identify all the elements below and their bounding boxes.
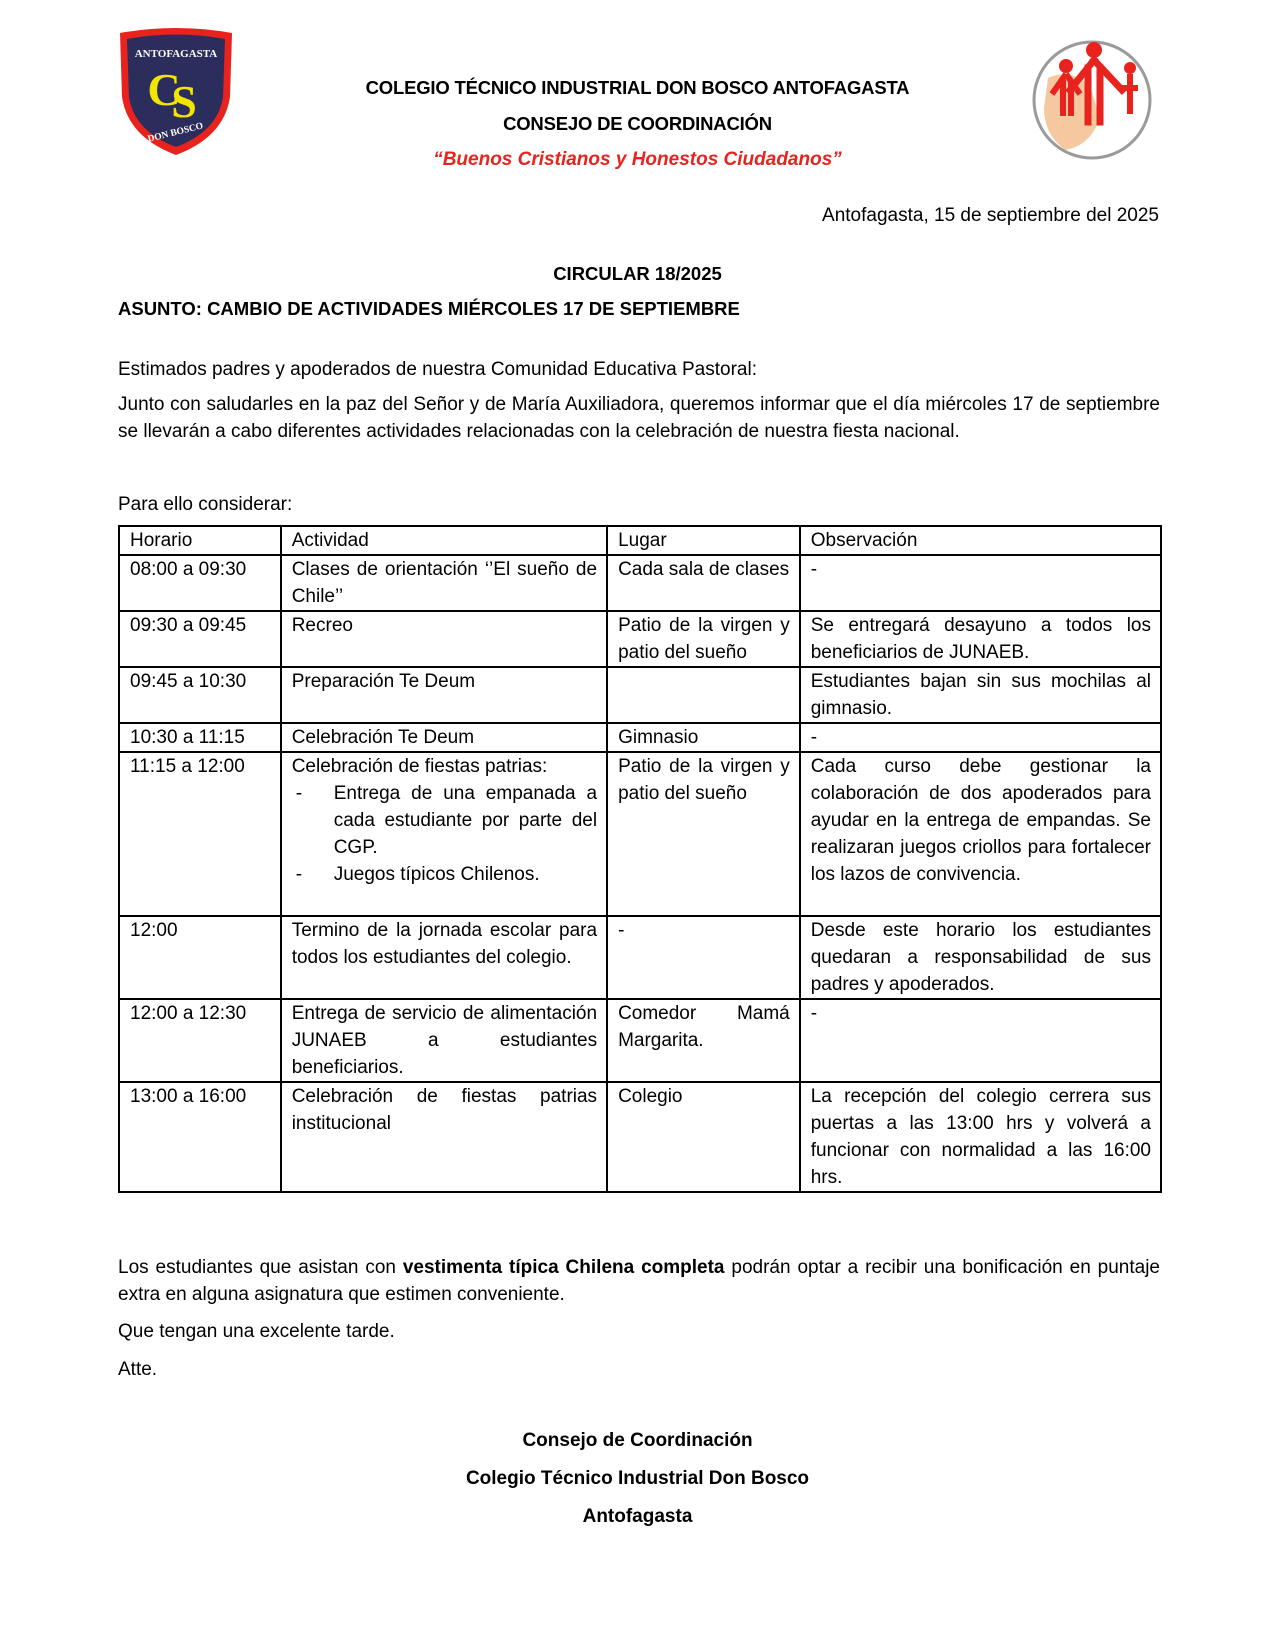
cell-actividad: Celebración Te Deum — [281, 723, 607, 752]
cell-observacion: - — [800, 999, 1161, 1082]
activity-list — [292, 780, 597, 888]
cell-lugar: Cada sala de clases — [607, 555, 800, 611]
cell-observacion: Estudiantes bajan sin sus mochilas al gimnasio. — [800, 667, 1161, 723]
cell-horario: 11:15 a 12:00 — [119, 752, 281, 916]
signature-line-3: Antofagasta — [582, 1506, 693, 1527]
table-header-row — [119, 526, 1161, 555]
closing: Atte. — [118, 1359, 158, 1380]
cell-horario: 12:00 — [119, 916, 281, 999]
cell-horario: 10:30 a 11:15 — [119, 723, 281, 752]
cell-actividad: Clases de orientación ‘’El sueño de Chile’’ — [281, 555, 607, 611]
council-name: CONSEJO DE COORDINACIÓN — [503, 113, 772, 134]
cell-lugar: - — [607, 916, 800, 999]
activity-title: Celebración de fiestas patrias: — [291, 756, 548, 777]
greeting: Estimados padres y apoderados de nuestra Comunidad Educativa Pastoral: — [118, 359, 757, 380]
subject-line: ASUNTO: CAMBIO DE ACTIVIDADES MIÉRCOLES 17 DE SEPTIEMBRE — [118, 298, 740, 319]
bonus-text: Los estudiantes que asistan con — [118, 1257, 403, 1278]
table-row — [119, 611, 1161, 667]
cell-lugar: Patio de la virgen y patio del sueño — [607, 611, 800, 667]
circular-number: CIRCULAR 18/2025 — [553, 263, 722, 284]
date-line: Antofagasta, 15 de septiembre del 2025 — [822, 205, 1159, 226]
cell-lugar — [607, 667, 800, 723]
cell-horario: 13:00 a 16:00 — [119, 1082, 281, 1192]
list-item: - Entrega de una empanada a cada estudiante por parte del CGP. — [292, 780, 597, 861]
salesian-family-emblem-icon — [1030, 38, 1154, 162]
schedule-table — [118, 525, 1162, 1193]
svg-text:ANTOFAGASTA: ANTOFAGASTA — [134, 48, 218, 60]
header-horario: Horario — [119, 526, 281, 555]
table-row — [119, 752, 1161, 916]
cell-horario: 12:00 a 12:30 — [119, 999, 281, 1082]
cell-observacion: - — [800, 723, 1161, 752]
table-row — [119, 555, 1161, 611]
consider-label: Para ello considerar: — [118, 494, 293, 515]
cell-horario: 09:45 a 10:30 — [119, 667, 281, 723]
signature-line-1: Consejo de Coordinación — [522, 1430, 753, 1451]
cell-actividad: Entrega de servicio de alimentación JUNAEB a estudiantes beneficiarios. — [281, 999, 607, 1082]
cell-observacion: Se entregará desayuno a todos los beneficiarios de JUNAEB. — [800, 611, 1161, 667]
cell-actividad — [281, 752, 607, 916]
table-row — [119, 916, 1161, 999]
cell-actividad: Recreo — [281, 611, 607, 667]
table-row — [119, 1082, 1161, 1192]
school-shield-crest-icon — [116, 27, 236, 159]
cell-lugar: Colegio — [607, 1082, 800, 1192]
cell-observacion: Cada curso debe gestionar la colaboración de dos apoderados para ayudar en la entrega de empandas. Se realizaran juegos criollos para fortalecer los lazos de convivencia. — [800, 752, 1161, 916]
cell-actividad: Celebración de fiestas patrias institucional — [281, 1082, 607, 1192]
bonus-emphasis: vestimenta típica Chilena completa — [402, 1257, 725, 1278]
bonus-paragraph — [118, 1254, 1160, 1308]
cell-lugar: Patio de la virgen y patio del sueño — [607, 752, 800, 916]
cell-horario: 09:30 a 09:45 — [119, 611, 281, 667]
table-row — [119, 999, 1161, 1082]
svg-text:S: S — [171, 76, 197, 127]
intro-paragraph: Junto con saludarles en la paz del Señor y de María Auxiliadora, queremos informar que el día miércoles 17 de septiembre se llevarán a cabo diferentes actividades relacionadas con la celebración de nuestra fiesta nacional. — [118, 394, 1160, 442]
svg-text:DON BOSCO: DON BOSCO — [146, 121, 205, 145]
cell-horario: 08:00 a 09:30 — [119, 555, 281, 611]
header-lugar: Lugar — [607, 526, 800, 555]
cell-observacion: - — [800, 555, 1161, 611]
bonus-text: podrán optar a recibir una bonificación en puntaje extra en alguna asignatura que estimen conveniente. — [118, 1257, 1160, 1305]
table-row — [119, 667, 1161, 723]
table-row — [119, 723, 1161, 752]
header-actividad: Actividad — [281, 526, 607, 555]
signature-line-2: Colegio Técnico Industrial Don Bosco — [465, 1468, 810, 1489]
cell-actividad: Preparación Te Deum — [281, 667, 607, 723]
list-item: - Juegos típicos Chilenos. — [292, 861, 597, 888]
svg-text:C: C — [147, 64, 181, 115]
school-name: COLEGIO TÉCNICO INDUSTRIAL DON BOSCO ANTOFAGASTA — [365, 77, 910, 98]
cell-observacion: La recepción del colegio cerrera sus puertas a las 13:00 hrs y volverá a funcionar con normalidad a las 16:00 hrs. — [800, 1082, 1161, 1192]
letterhead — [300, 74, 975, 174]
farewell: Que tengan una excelente tarde. — [118, 1321, 395, 1342]
cell-lugar: Comedor Mamá Margarita. — [607, 999, 800, 1082]
school-motto: “Buenos Cristianos y Honestos Ciudadanos” — [433, 149, 842, 170]
cell-observacion: Desde este horario los estudiantes quedaran a responsabilidad de sus padres y apoderados. — [800, 916, 1161, 999]
cell-actividad: Termino de la jornada escolar para todos los estudiantes del colegio. — [281, 916, 607, 999]
header-observacion: Observación — [800, 526, 1161, 555]
cell-lugar: Gimnasio — [607, 723, 800, 752]
